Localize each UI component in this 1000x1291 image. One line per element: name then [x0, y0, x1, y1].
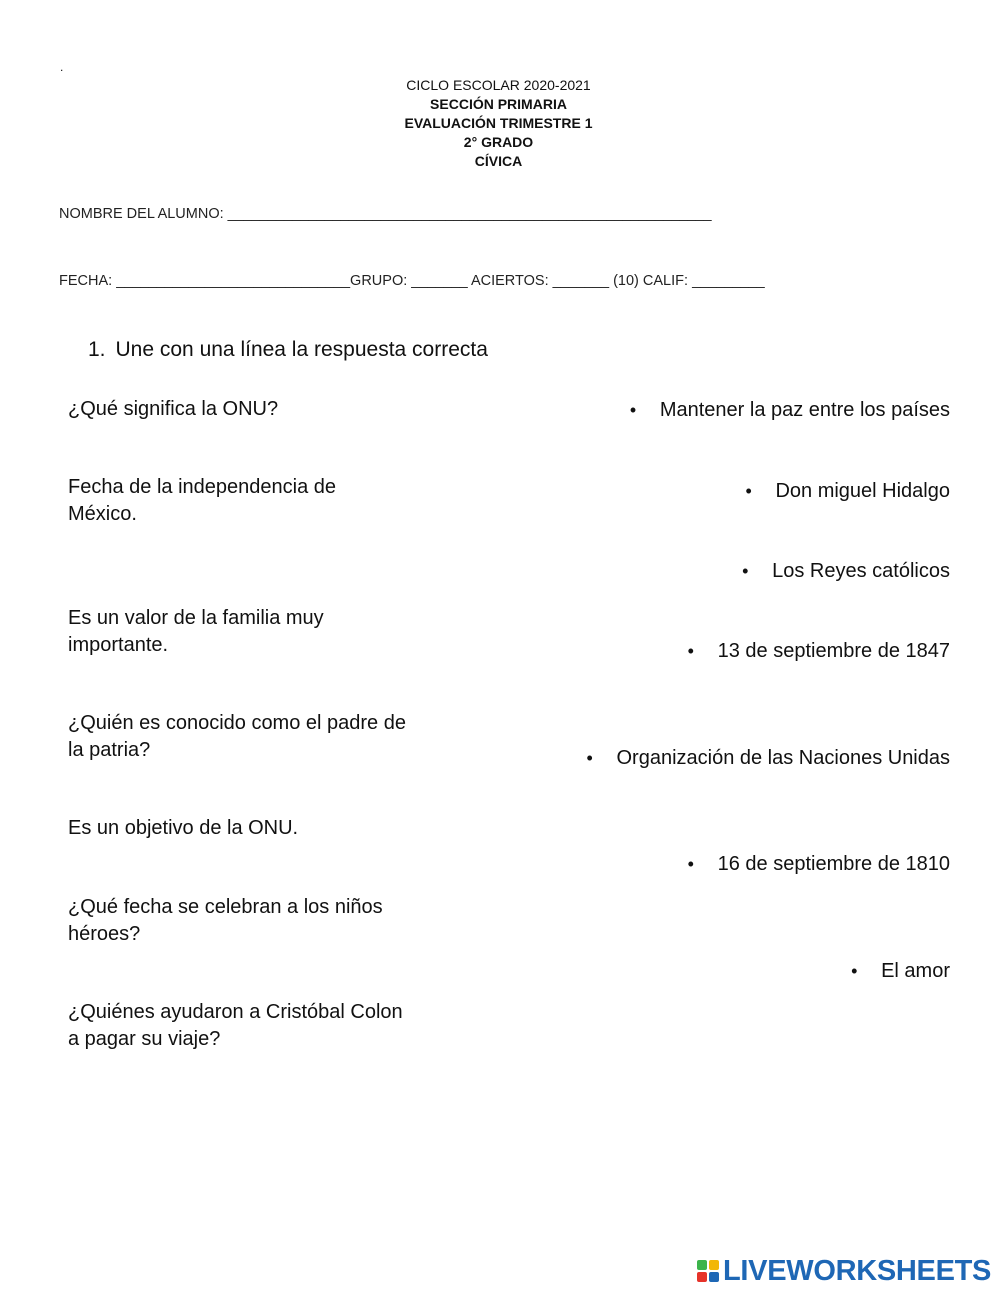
- answer-text: Los Reyes católicos: [772, 560, 950, 582]
- question-item: ¿Quién es conocido como el padre de la patria?: [68, 712, 406, 761]
- bullet-icon: •: [851, 961, 858, 981]
- bullet-icon: •: [742, 561, 749, 581]
- question-item: ¿Quiénes ayudaron a Cristóbal Colon a pagar su viaje?: [68, 1001, 403, 1050]
- answer-item[interactable]: [745, 478, 950, 505]
- question-item: Fecha de la independencia de México.: [68, 476, 336, 525]
- logo-text: LIVEWORKSHEETS: [723, 1255, 992, 1287]
- bullet-icon: •: [687, 641, 694, 661]
- instruction: [88, 338, 488, 362]
- answer-item[interactable]: [586, 745, 950, 772]
- answer-item[interactable]: [688, 851, 950, 878]
- bullet-icon: •: [687, 854, 694, 874]
- answer-text: 13 de septiembre de 1847: [717, 640, 950, 662]
- subject-heading: CÍVICA: [474, 153, 523, 169]
- question-item: ¿Qué fecha se celebran a los niños héroes?: [68, 896, 383, 945]
- question-item: Es un objetivo de la ONU.: [68, 817, 299, 839]
- section-heading: SECCIÓN PRIMARIA: [430, 96, 567, 112]
- bullet-icon: •: [745, 481, 752, 501]
- grade-heading: 2° GRADO: [463, 134, 534, 150]
- logo-blocks-icon: [697, 1260, 719, 1282]
- corner-mark: .: [60, 60, 64, 74]
- bullet-icon: •: [629, 400, 637, 420]
- answer-item[interactable]: [742, 558, 950, 585]
- answer-item[interactable]: [851, 958, 950, 985]
- question-item: ¿Qué significa la ONU?: [68, 398, 279, 420]
- liveworksheets-logo[interactable]: [697, 1256, 991, 1286]
- logo-block-yellow: [709, 1260, 719, 1270]
- question-item: Es un valor de la familia muy importante.: [68, 607, 324, 656]
- student-info-field: FECHA: _____________________________GRUPO: _______ ACIERTOS: _______ (10) CALIF: _________: [59, 273, 765, 289]
- answer-text: El amor: [881, 960, 950, 982]
- evaluation-heading: EVALUACIÓN TRIMESTRE 1: [404, 115, 593, 131]
- logo-block-blue: [709, 1272, 719, 1282]
- school-cycle-heading: CICLO ESCOLAR 2020-2021: [406, 77, 591, 93]
- logo-block-red: [697, 1272, 707, 1282]
- answer-text: Organización de las Naciones Unidas: [616, 747, 950, 769]
- answer-text: 16 de septiembre de 1810: [717, 853, 950, 875]
- answer-item[interactable]: [688, 638, 950, 665]
- answer-text: Don miguel Hidalgo: [775, 480, 950, 502]
- logo-block-green: [697, 1260, 707, 1270]
- bullet-icon: •: [586, 748, 593, 768]
- answer-text: Mantener la paz entre los países: [659, 399, 950, 421]
- instruction-text: Une con una línea la respuesta correcta: [115, 338, 488, 361]
- answer-item[interactable]: [630, 397, 950, 424]
- student-name-field: NOMBRE DEL ALUMNO: ____________________________________________________________: [59, 206, 712, 222]
- instruction-number: 1.: [88, 338, 106, 361]
